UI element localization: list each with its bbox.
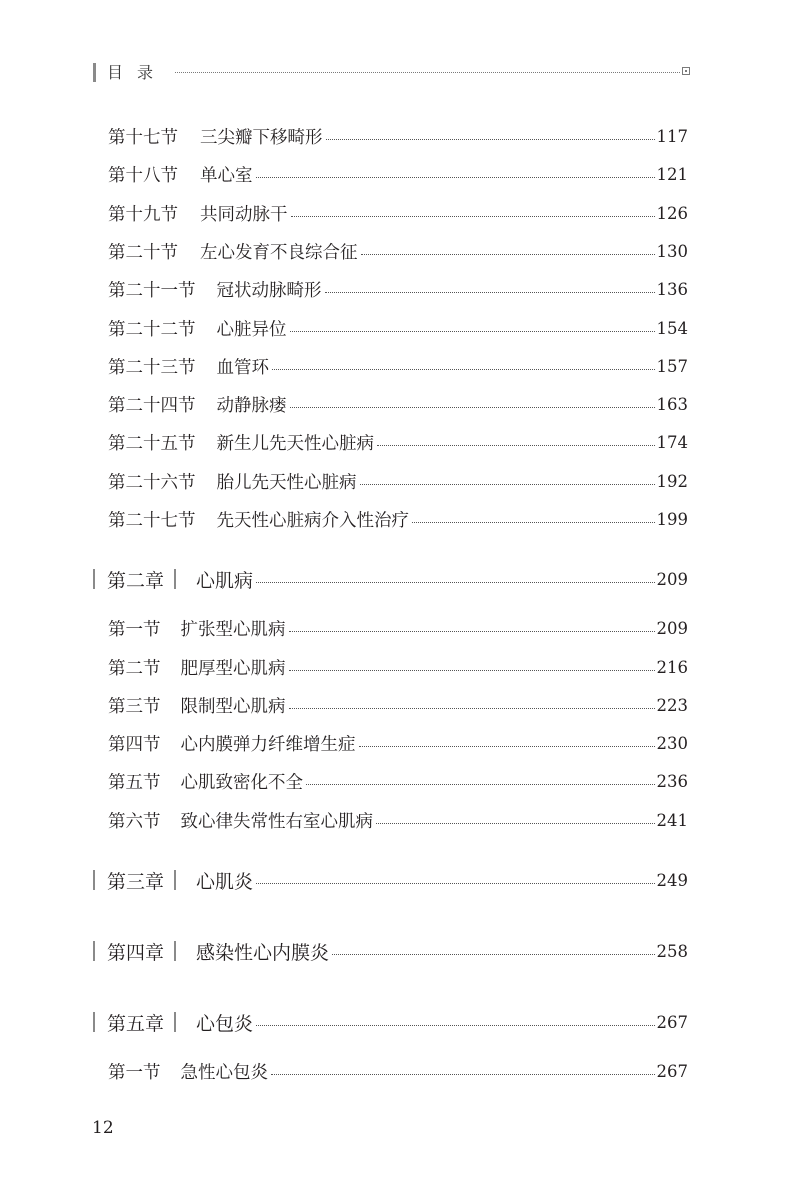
page-ref: 209	[656, 618, 688, 638]
dot-leader	[290, 331, 655, 332]
page-ref: 163	[656, 394, 688, 414]
page-ref: 230	[656, 733, 688, 753]
dot-leader	[290, 407, 655, 408]
header-title: 目录	[107, 63, 168, 82]
section-title: 限制型心肌病	[180, 696, 286, 717]
toc-entry[interactable]	[108, 389, 688, 419]
chapter-title: 心肌病	[196, 569, 254, 592]
dot-leader	[256, 582, 654, 583]
page-ref: 157	[656, 356, 688, 376]
chapter-bar	[93, 1012, 95, 1032]
dot-leader	[289, 631, 655, 632]
dot-leader	[256, 177, 655, 178]
section-number: 第二十节	[108, 242, 178, 263]
running-header	[93, 60, 690, 86]
chapter-bar	[174, 941, 176, 961]
page-ref: 126	[656, 203, 688, 223]
dot-leader	[272, 369, 655, 370]
section-number: 第二十三节	[108, 357, 196, 378]
page-ref: 241	[656, 810, 688, 830]
dot-leader	[289, 708, 655, 709]
toc-entry[interactable]	[108, 504, 688, 534]
chapter-entry[interactable]	[93, 1007, 688, 1037]
section-title: 胎儿先天性心脏病	[216, 472, 357, 493]
page-ref: 174	[656, 432, 688, 452]
section-number: 第二节	[108, 658, 161, 679]
chapter-number: 第二章	[107, 569, 165, 592]
page-ref: 192	[656, 471, 688, 491]
page-ref: 209	[656, 569, 688, 589]
chapter-bar	[174, 1012, 176, 1032]
section-title: 冠状动脉畸形	[216, 280, 322, 301]
toc-entry[interactable]	[108, 613, 688, 643]
section-title: 扩张型心肌病	[180, 619, 286, 640]
dot-leader	[376, 823, 655, 824]
section-title: 心肌致密化不全	[180, 772, 303, 793]
section-title: 先天性心脏病介入性治疗	[216, 510, 409, 531]
dot-leader	[256, 883, 654, 884]
toc-entry[interactable]	[108, 121, 688, 151]
toc-entry[interactable]	[108, 236, 688, 266]
page-ref: 121	[656, 164, 688, 184]
dot-leader	[361, 254, 655, 255]
toc-entry[interactable]	[108, 466, 688, 496]
section-title: 心脏异位	[216, 319, 287, 340]
dot-leader	[326, 139, 655, 140]
section-number: 第二十六节	[108, 472, 196, 493]
chapter-number: 第五章	[107, 1012, 165, 1035]
section-number: 第十八节	[108, 165, 178, 186]
toc-entry[interactable]	[108, 427, 688, 457]
page-ref: 117	[656, 126, 688, 146]
page-ref: 216	[656, 657, 688, 677]
section-title: 左心发育不良综合征	[200, 242, 358, 263]
chapter-bar	[93, 941, 95, 961]
chapter-entry[interactable]	[93, 564, 688, 594]
page-ref: 236	[656, 771, 688, 791]
chapter-bar	[174, 569, 176, 589]
section-number: 第二十七节	[108, 510, 196, 531]
page-ref: 154	[656, 318, 688, 338]
section-title: 动静脉瘘	[216, 395, 287, 416]
page-ref: 267	[656, 1012, 688, 1032]
section-title: 心内膜弹力纤维增生症	[180, 734, 356, 755]
section-number: 第二十五节	[108, 433, 196, 454]
chapter-entry[interactable]	[93, 936, 688, 966]
chapter-title: 感染性心内膜炎	[196, 941, 330, 964]
section-title: 急性心包炎	[180, 1062, 268, 1083]
page-ref: 249	[656, 870, 688, 890]
section-number: 第十九节	[108, 204, 178, 225]
toc-entry[interactable]	[108, 313, 688, 343]
chapter-title: 心包炎	[196, 1012, 254, 1035]
page-ref: 199	[656, 509, 688, 529]
dot-leader	[325, 292, 655, 293]
section-number: 第六节	[108, 811, 161, 832]
section-number: 第一节	[108, 619, 161, 640]
toc-entry[interactable]	[108, 274, 688, 304]
chapter-entry[interactable]	[93, 865, 688, 895]
header-square-icon	[682, 67, 690, 75]
section-title: 致心律失常性右室心肌病	[180, 811, 373, 832]
toc-entry[interactable]	[108, 766, 688, 796]
chapter-bar	[93, 569, 95, 589]
section-number: 第二十二节	[108, 319, 196, 340]
section-number: 第三节	[108, 696, 161, 717]
dot-leader	[359, 746, 655, 747]
toc-entry[interactable]	[108, 1056, 688, 1086]
section-title: 肥厚型心肌病	[180, 658, 286, 679]
page-ref: 267	[656, 1061, 688, 1081]
chapter-bar	[93, 870, 95, 890]
dot-leader	[360, 484, 655, 485]
section-title: 三尖瓣下移畸形	[200, 127, 323, 148]
toc-entry[interactable]	[108, 351, 688, 381]
toc-entry[interactable]	[108, 728, 688, 758]
page-ref: 258	[656, 941, 688, 961]
dot-leader	[291, 216, 655, 217]
section-number: 第十七节	[108, 127, 178, 148]
chapter-number: 第四章	[107, 941, 165, 964]
chapter-number: 第三章	[107, 870, 165, 893]
section-number: 第四节	[108, 734, 161, 755]
dot-leader	[289, 670, 655, 671]
toc-entry[interactable]	[108, 652, 688, 682]
toc-entry[interactable]	[108, 805, 688, 835]
section-title: 单心室	[200, 165, 253, 186]
section-title: 共同动脉干	[200, 204, 288, 225]
section-number: 第五节	[108, 772, 161, 793]
toc-entry[interactable]	[108, 159, 688, 189]
dot-leader	[332, 954, 654, 955]
dot-leader	[306, 784, 655, 785]
chapter-bar	[174, 870, 176, 890]
chapter-title: 心肌炎	[196, 870, 254, 893]
toc-entry[interactable]	[108, 198, 688, 228]
section-number: 第二十四节	[108, 395, 196, 416]
page-number: 12	[92, 1118, 114, 1138]
header-bar	[93, 63, 96, 82]
dot-leader	[271, 1074, 655, 1075]
page-ref: 223	[656, 695, 688, 715]
header-rule	[175, 72, 680, 73]
section-title: 血管环	[216, 357, 269, 378]
dot-leader	[377, 445, 655, 446]
page-ref: 130	[656, 241, 688, 261]
section-number: 第一节	[108, 1062, 161, 1083]
section-number: 第二十一节	[108, 280, 196, 301]
toc-entry[interactable]	[108, 690, 688, 720]
page-ref: 136	[656, 279, 688, 299]
section-title: 新生儿先天性心脏病	[216, 433, 374, 454]
dot-leader	[256, 1025, 654, 1026]
dot-leader	[412, 522, 655, 523]
